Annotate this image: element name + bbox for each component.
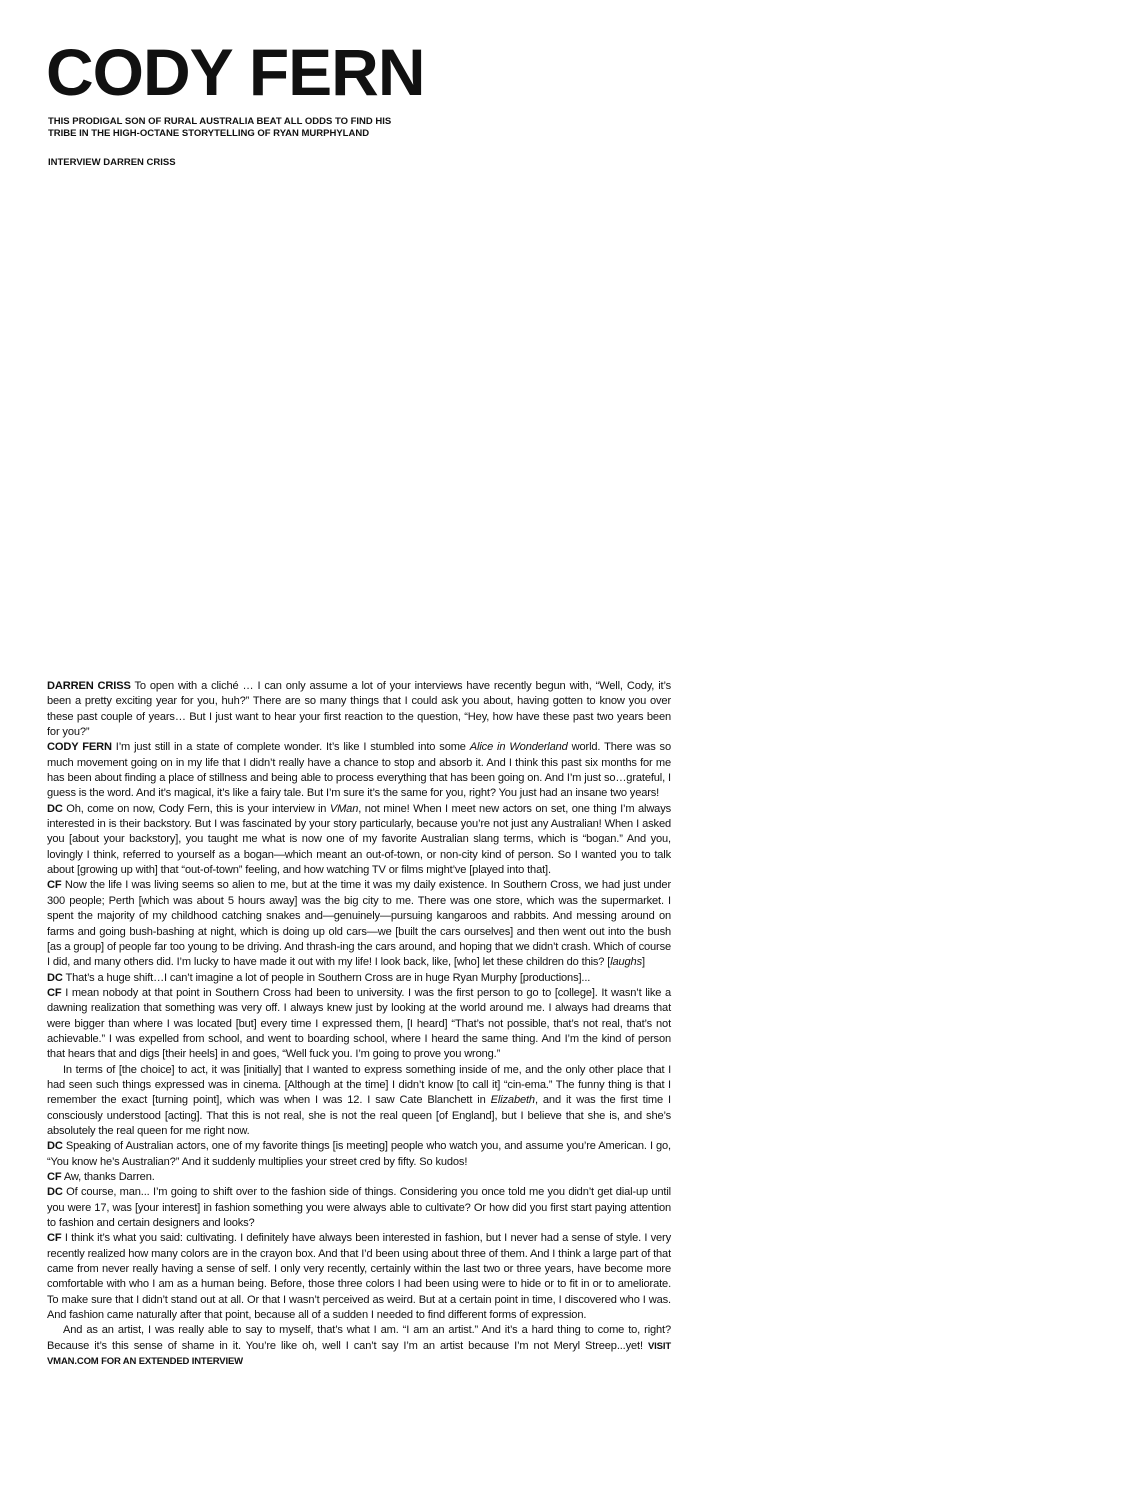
paragraph-text: Oh, come on now, Cody Fern, this is your interview in xyxy=(62,802,330,815)
speaker-label: DC xyxy=(47,1140,63,1153)
paragraph-text: , and it was the first time I consciously understood [acting]. That this is not real, she is not the real queen [of England], but I believe that she is, and she’s absolutely the real queen for me right now. xyxy=(47,1094,671,1137)
speaker-label: CF xyxy=(47,1232,62,1245)
speaker-label: DC xyxy=(47,971,63,984)
paragraph-8 xyxy=(47,1139,671,1170)
paragraph-text: world. There was so much movement going on in my life that I didn’t really have a chance to stop and absorb it. And I think this past six months for me has been about finding a place of stillness and being able to process everything that has been going on. And I’m just so…grateful, I guess is the word. And it’s magical, it’s like a fairy tale. But I’m sure it’s the same for you, right? You just had an insane two years! xyxy=(47,741,671,800)
interview-body xyxy=(47,679,671,1369)
paragraph-text: , not mine! When I meet new actors on set, one thing I’m always interested in is their backstory. But I was fascinated by your story particularly, because you’re not just any Australian! When I asked you [about your backstory], you taught me what is now one of my favorite Australian slang terms, which is “bogan.” And you, lovingly I think, referred to yourself as a bogan—which meant an out-of-town, or non-city kind of person. So I wanted you to talk about [growing up with] that “out-of-town” feeling, and how watching TV or films might’ve [played into that]. xyxy=(47,802,671,877)
deck-line-1: THIS PRODIGAL SON OF RURAL AUSTRALIA BEAT ALL ODDS TO FIND HIS xyxy=(48,116,392,127)
extended-interview-callout: VISIT VMAN.COM FOR AN EXTENDED INTERVIEW xyxy=(47,1340,671,1368)
paragraph-text: In terms of [the choice] to act, it was [initially] that I wanted to express something inside of me, and the only other place that I had seen such things expressed was in cinema. [Although at the time] I didn’t know [to call it] “cin-ema.” The funny thing is that I remember the exact [turning point], which was when I was 12. I saw Cate Blanchett in xyxy=(47,1063,671,1107)
paragraph-text: Aw, thanks Darren. xyxy=(61,1171,155,1183)
italic-title: Elizabeth xyxy=(490,1094,535,1107)
paragraph-text: Speaking of Australian actors, one of my favorite things [is meeting] people who watch you, and assume you’re American. I go, “You know he’s Australian?” And it suddenly multiplies your street cred by fifty. So kudos! xyxy=(47,1140,671,1168)
speaker-label: CODY FERN xyxy=(47,741,112,754)
italic-title: Alice in Wonderland xyxy=(469,741,568,754)
italic-aside: laughs xyxy=(610,956,642,969)
paragraph-10 xyxy=(47,1185,671,1231)
paragraph-text: Of course, man... I’m going to shift over to the fashion side of things. Considering you once told me you didn’t get dial-up until you were 17, was [your interest] in fashion something you were always able to cultivate? Or how did you first start paying attention to fashion and certain designers and looks? xyxy=(47,1186,671,1230)
paragraph-text: That’s a huge shift…I can’t imagine a lot of people in Southern Cross are in huge Ryan Murphy [productions]... xyxy=(62,971,591,984)
paragraph-text: I’m just still in a state of complete wonder. It’s like I stumbled into some xyxy=(111,741,470,754)
speaker-label: CF xyxy=(47,1171,62,1183)
paragraph-6 xyxy=(47,986,671,1063)
paragraph-text: And as an artist, I was really able to say to myself, that’s what I am. “I am an artist.” And it’s a hard thing to come to, right? Because it’s this sense of shame in it. You’re like oh, well I can’t say I’m an artist because I’m not Meryl Streep...yet! xyxy=(47,1324,671,1352)
speaker-label: DARREN CRISS xyxy=(47,680,131,692)
paragraph-text: ] xyxy=(641,956,645,969)
paragraph-text: Now the life I was living seems so alien to me, but at the time it was my daily existence. In Southern Cross, we had just under 300 people; Perth [which was about 5 hours away] was the big city to me. There was one store, which was the supermarket. I spent the majority of my childhood catching snakes and—genuinely—pursuing kangaroos and rabbits. And messing around on farms and going bush-bashing at night, which is doing up old cars—we [built the cars ourselves] and then went out into the bush [as a group] of people far too young to be driving. And thrash-ing the cars around, and hoping that we didn’t crash. Which of course I did, and many others did. I’m lucky to have made it out with my life! I look back, like, [who] let these children do this? [ xyxy=(47,879,671,969)
article-deck xyxy=(48,116,448,140)
paragraph-11 xyxy=(47,1231,671,1323)
paragraph-5 xyxy=(47,971,671,986)
paragraph-text: I mean nobody at that point in Southern Cross had been to university. I was the first person to go to [college]. It wasn’t like a dawning realization that something was very off. I always knew just by looking at the world around me. I always had dreams that were bigger than where I was located [but] every time I expressed them, [I heard] “That’s not possible, that’s not real, that’s not achievable.” I was expelled from school, and went to boarding school, where I heard the same thing. And I’m the kind of person that hears that and digs [their heels] in and goes, “Well fuck you. I’m going to prove you wrong.” xyxy=(47,986,671,1061)
paragraph-text: To open with a cliché … I can only assume a lot of your interviews have recently begun with, “Well, Cody, it’s been a pretty exciting year for you, huh?” There are so many things that I could ask you about, having gotten to know you over these past couple of years… But I just want to hear your first reaction to the question, “Hey, how have these past two years been for you?” xyxy=(47,680,671,739)
byline: INTERVIEW DARREN CRISS xyxy=(48,157,176,168)
paragraph-text: I think it’s what you said: cultivating. I definitely have always been interested in fashion, but I never had a sense of style. I very recently realized how many colors are in the crayon box. And that I’d been using about three of them. And I think a large part of that came from never really having a sense of self. I only very recently, certainly within the last two or three years, have become more comfortable with who I am as a human being. Before, those three colors I had been using were to hide or to fit in or to ameliorate. To make sure that I didn’t stand out at all. Or that I wasn’t perceived as weird. But at a certain point in time, I discovered who I was. And fashion came naturally after that point, because all of a sudden I needed to find different forms of expression. xyxy=(47,1232,671,1322)
paragraph-12 xyxy=(47,1323,671,1369)
paragraph-7 xyxy=(47,1063,671,1140)
paragraph-9 xyxy=(47,1170,671,1185)
speaker-label: CF xyxy=(47,879,62,892)
speaker-label: DC xyxy=(47,802,63,815)
article-title: CODY FERN xyxy=(46,35,425,109)
paragraph-4 xyxy=(47,878,671,970)
paragraph-1 xyxy=(47,679,671,740)
speaker-label: DC xyxy=(47,1186,63,1199)
speaker-label: CF xyxy=(47,986,62,999)
paragraph-2 xyxy=(47,740,671,801)
deck-line-2: TRIBE IN THE HIGH-OCTANE STORYTELLING OF RYAN MURPHYLAND xyxy=(48,128,370,139)
paragraph-3 xyxy=(47,802,671,879)
italic-title: VMan xyxy=(329,802,359,815)
